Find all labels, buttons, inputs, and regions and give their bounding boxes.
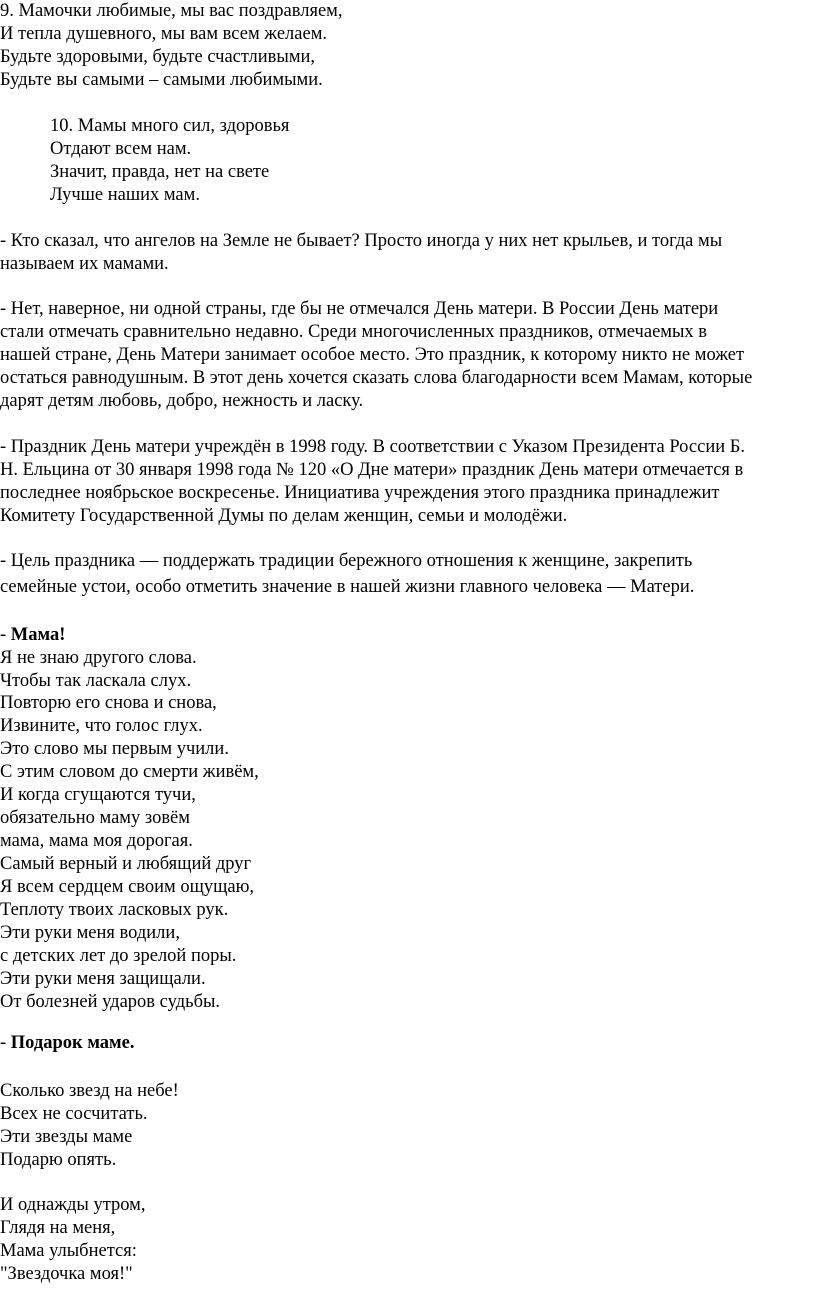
paragraph-line: нашей стране, День Матери занимает особое место. Это праздник, к которому никто не может	[0, 345, 745, 365]
poem-mama-title: Мама!	[10, 625, 66, 645]
poem-gift-line: Глядя на меня,	[0, 1218, 116, 1238]
paragraph-line: Н. Ельцина от 30 января 1998 года № 120 «О Дне матери» праздник День матери отмечается в	[0, 460, 744, 480]
poem-10-line: 10. Мамы много сил, здоровья	[50, 116, 290, 136]
poem-10-line: Отдают всем нам.	[50, 139, 192, 159]
poem-9-line: Будьте здоровыми, будьте счастливыми,	[0, 47, 316, 67]
poem-gift-title: Подарок маме.	[10, 1033, 135, 1053]
poem-gift-line: Подарю опять.	[0, 1150, 117, 1170]
poem-mama-line: Повторю его снова и снова,	[0, 693, 217, 713]
poem-gift-line: Сколько звезд на небе!	[0, 1081, 179, 1101]
poem-9-line: И тепла душевного, мы вам всем желаем.	[0, 24, 328, 44]
poem-9-line: Будьте вы самыми – самыми любимыми.	[0, 70, 323, 90]
paragraph-line: Комитету Государственной Думы по делам женщин, семьи и молодёжи.	[0, 506, 568, 526]
paragraph-line: - Кто сказал, что ангелов на Земле не бывает? Просто иногда у них нет крыльев, и тогда мы	[0, 231, 723, 251]
poem-mama-line: Эти руки меня водили,	[0, 923, 180, 943]
paragraph-line: семейные устои, особо отметить значение в нашей жизни главного человека — Матери.	[0, 577, 695, 597]
poem-gift-heading	[0, 1032, 135, 1055]
poem-10-line: Значит, правда, нет на свете	[50, 162, 270, 182]
paragraph-line: дарят детям любовь, добро, нежность и ласку.	[0, 391, 364, 411]
paragraph-line: последнее ноябрьское воскресенье. Инициатива учреждения этого праздника принадлежит	[0, 483, 720, 503]
heading-dash: -	[0, 625, 11, 645]
paragraph-line: остаться равнодушным. В этот день хочется сказать слова благодарности всем Мамам, которые	[0, 368, 753, 388]
paragraph-line: - Нет, наверное, ни одной страны, где бы не отмечался День матери. В России День матери	[0, 299, 719, 319]
poem-mama-line: обязательно маму зовём	[0, 808, 190, 828]
poem-mama-line: Самый верный и любящий друг	[0, 854, 252, 874]
poem-mama-line: с детских лет до зрелой поры.	[0, 946, 237, 966]
poem-mama-line: Я не знаю другого слова.	[0, 648, 197, 668]
poem-mama-line: С этим словом до смерти живём,	[0, 762, 259, 782]
poem-10-line: Лучше наших мам.	[50, 185, 200, 205]
paragraph-line: - Цель праздника — поддержать традиции бережного отношения к женщине, закрепить	[0, 551, 693, 571]
poem-gift-line: Всех не сосчитать.	[0, 1104, 148, 1124]
paragraph-line: - Праздник День матери учреждён в 1998 году. В соответствии с Указом Президента России Б.	[0, 437, 745, 457]
poem-9-line: 9. Мамочки любимые, мы вас поздравляем,	[0, 1, 343, 21]
poem-gift-line: Мама улыбнется:	[0, 1241, 137, 1261]
poem-mama-line: Я всем сердцем своим ощущаю,	[0, 877, 255, 897]
poem-mama-line: Это слово мы первым учили.	[0, 739, 229, 759]
heading-dash: -	[0, 1033, 11, 1053]
poem-mama-line: Чтобы так ласкала слух.	[0, 671, 192, 691]
poem-mama-line: мама, мама моя дорогая.	[0, 831, 193, 851]
poem-gift-line: "Звездочка моя!"	[0, 1264, 133, 1284]
poem-mama-line: И когда сгущаются тучи,	[0, 785, 196, 805]
poem-mama-line: Извините, что голос глух.	[0, 716, 203, 736]
paragraph-line: называем их мамами.	[0, 254, 169, 274]
poem-gift-line: И однажды утром,	[0, 1195, 146, 1215]
poem-mama-heading	[0, 624, 65, 647]
poem-mama-line: От болезней ударов судьбы.	[0, 992, 221, 1012]
poem-mama-line: Теплоту твоих ласковых рук.	[0, 900, 229, 920]
paragraph-line: стали отмечать сравнительно недавно. Среди многочисленных праздников, отмечаемых в	[0, 322, 708, 342]
poem-mama-line: Эти руки меня защищали.	[0, 969, 206, 989]
poem-gift-line: Эти звезды маме	[0, 1127, 133, 1147]
